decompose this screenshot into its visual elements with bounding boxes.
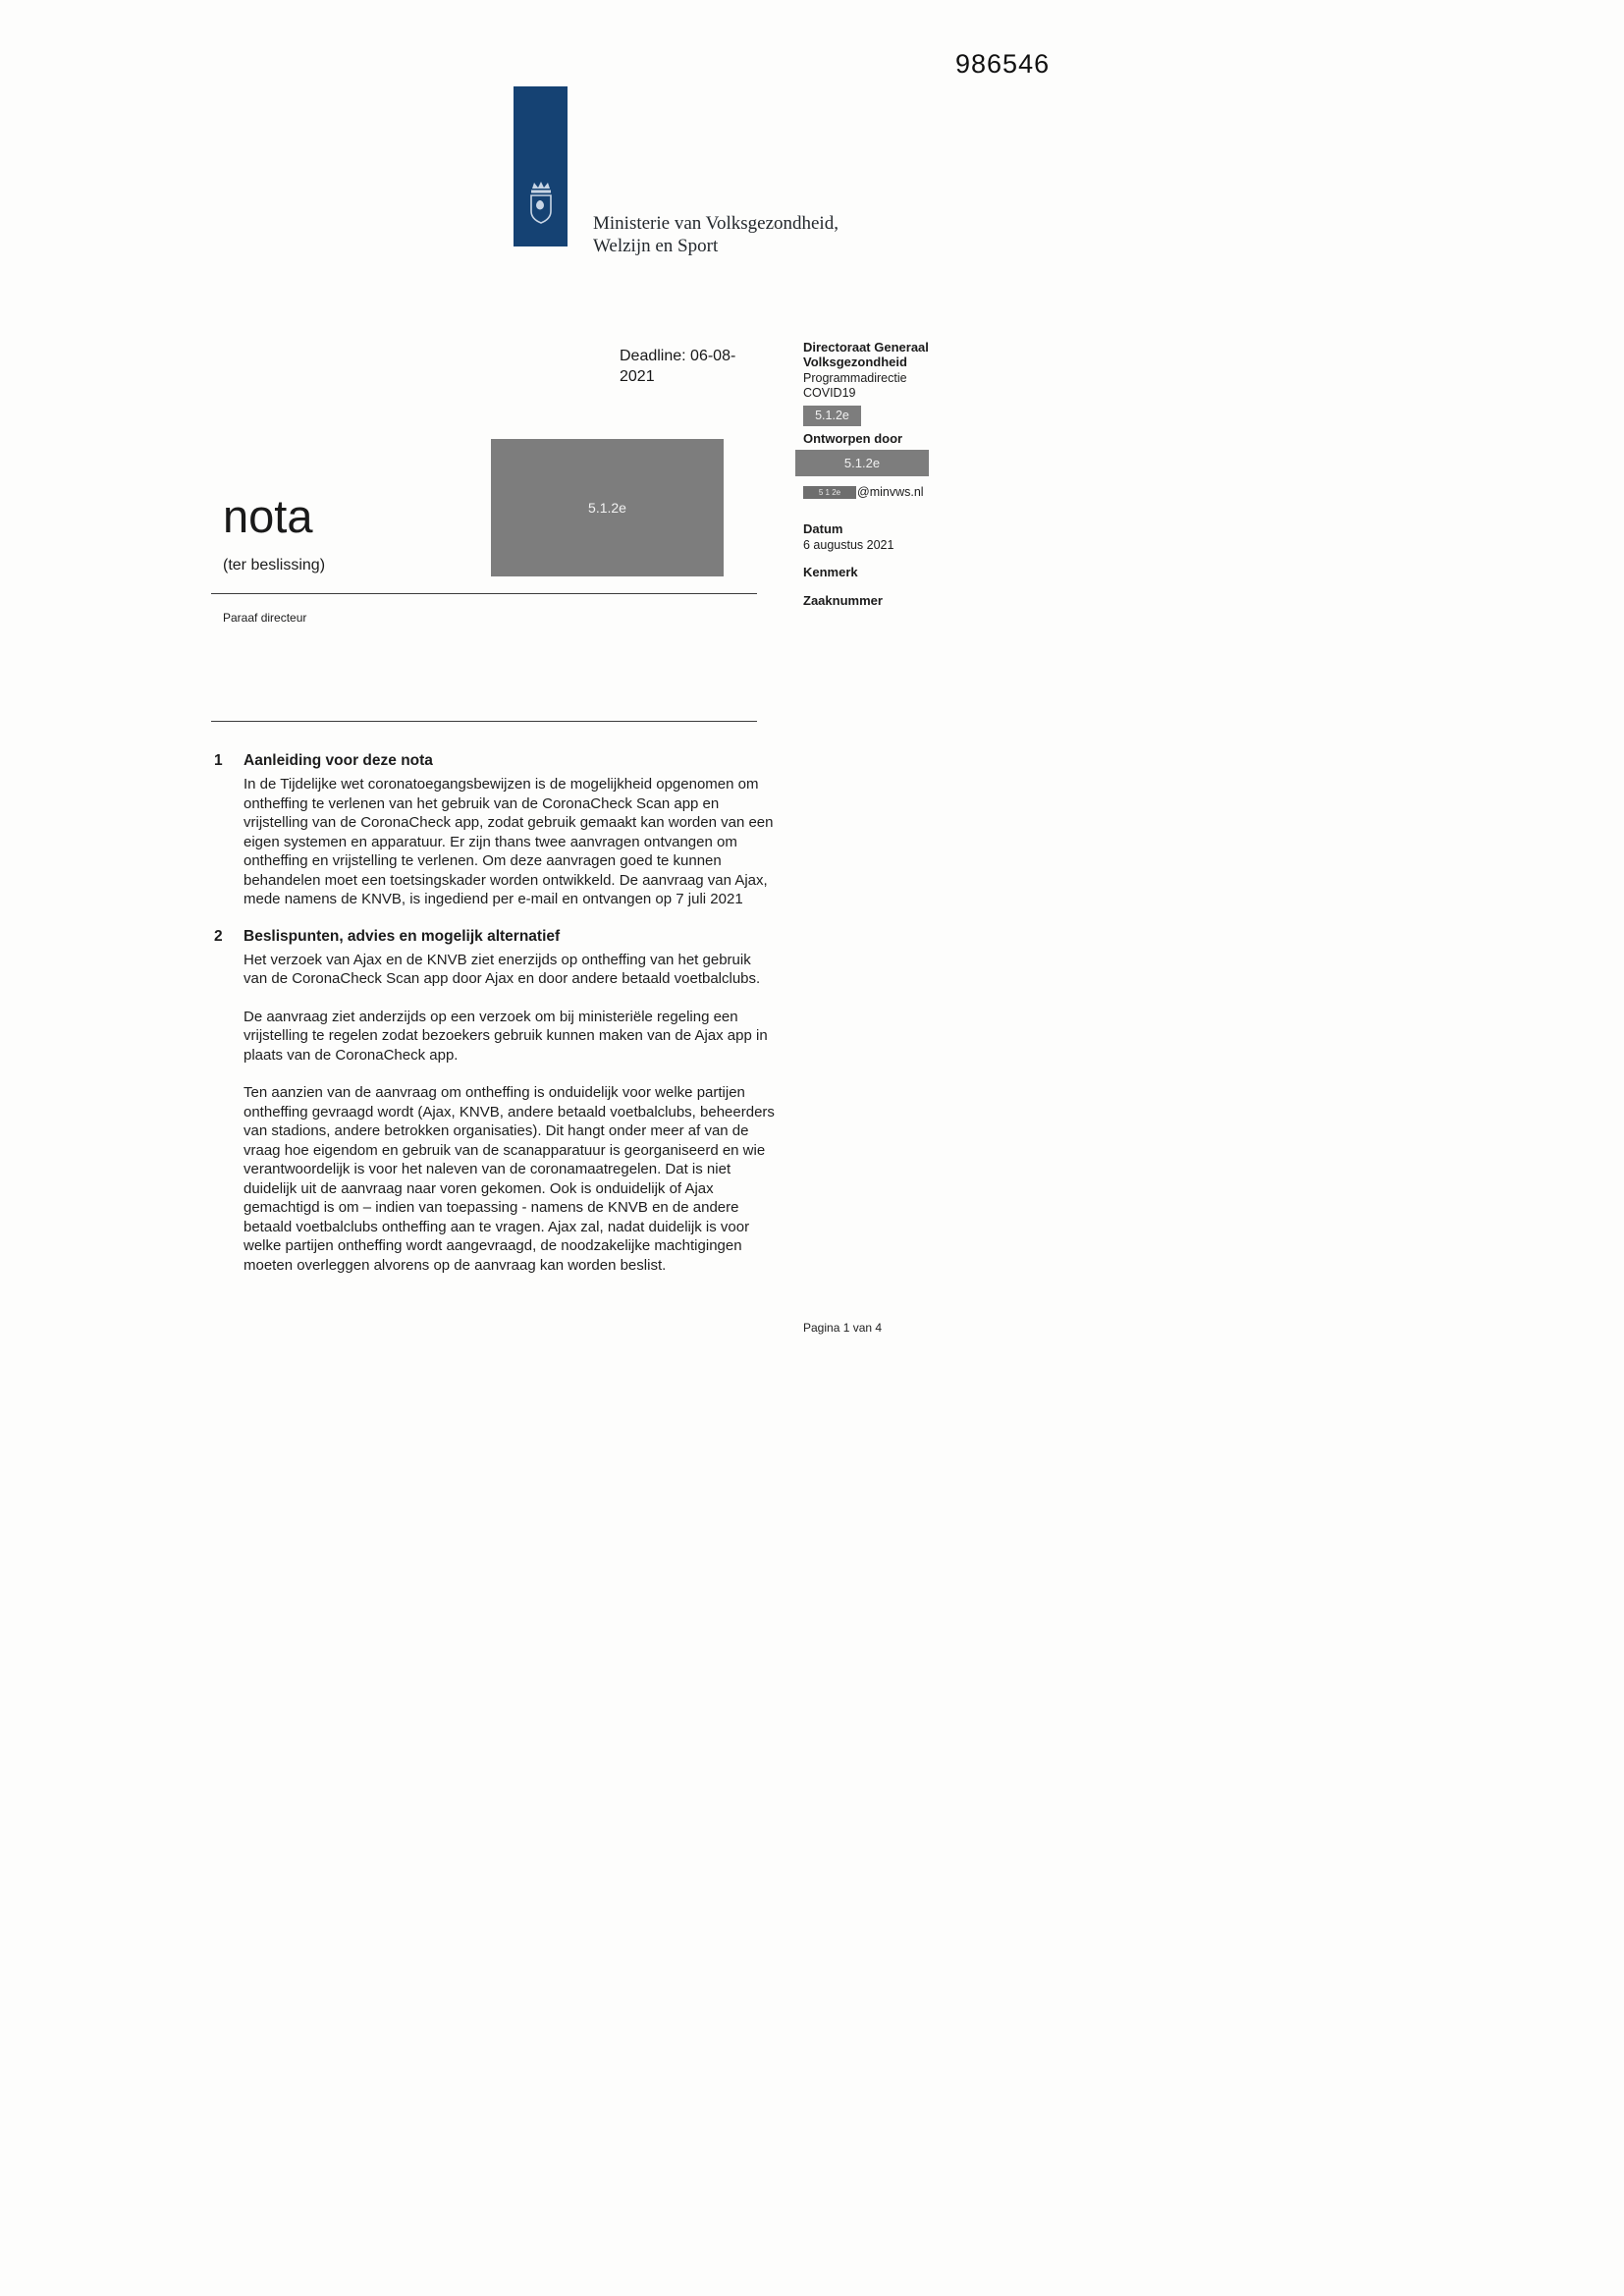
section-1: [214, 752, 788, 909]
section-1-paragraph: In de Tijdelijke wet coronatoegangsbewijzen is de mogelijkheid opgenomen om ontheffing te verlenen van het gebruik van de CoronaCheck Scan app en vrijstelling van de CoronaCheck app, zodat gebruik gemaakt kan worden van een eigen systemen en apparatuur. Er zijn thans twee aanvragen ontvangen om ontheffing en vrijstelling te verlenen. Om deze aanvragen goed te kunnen behandelen moet een toetsingskader worden ontwikkeld. De aanvraag van Ajax, mede namens de KNVB, is ingediend per e-mail en ontvangen op 7 juli 2021: [244, 776, 774, 907]
email-domain: @minvws.nl: [857, 485, 924, 499]
programme-name-line2: COVID19: [803, 385, 856, 400]
section-2-paragraph-3: Ten aanzien van de aanvraag om ontheffing is onduidelijk voor welke partijen ontheffing gevraagd wordt (Ajax, KNVB, andere betaald voetbalclubs, beheerders van stadions, andere betrokken organisaties). Dit hangt onder meer af van de vraag hoe eigendom en gebruik van de scanapparatuur is georganiseerd en wie verantwoordelijk is voor het naleven van de coronamaatregelen. Dat is niet duidelijk uit de aanvraag naar voren gekomen. Ook is onduidelijk of Ajax gemachtigd is om – indien van toepassing - namens de KNVB en de andere betaald voetbalclubs ontheffing aan te vragen. Ajax zal, nadat duidelijk is voor welke partijen ontheffing wordt aangevraagd, de noodzakelijke machtigingen moeten overleggen alvorens op de aanvraag kan worden beslist.: [244, 1084, 775, 1274]
section-2-paragraph-2: De aanvraag ziet anderzijds op een verzoek om bij ministeriële regeling een vrijstelling te regelen zodat bezoekers gebruik kunnen maken van de Ajax app in plaats van de CoronaCheck app.: [244, 1008, 768, 1064]
document-subtitle: (ter beslissing): [223, 557, 326, 574]
section-2-number: 2: [214, 927, 223, 945]
redaction-box-email: 5 1 2e: [803, 486, 856, 499]
section-2-heading-row: [214, 928, 788, 946]
section-2: [214, 928, 788, 1276]
redaction-box-small: 5.1.2e: [803, 406, 861, 426]
signature-rule-bottom: [211, 721, 757, 722]
ministry-name: [593, 212, 839, 257]
redaction-box-center: 5.1.2e: [491, 439, 724, 576]
kenmerk-label: Kenmerk: [803, 564, 858, 579]
section-1-body: [244, 775, 779, 909]
ministry-name-line2: Welzijn en Sport: [593, 236, 719, 256]
document-number: 986546: [955, 49, 1051, 79]
document-meta-column: [803, 340, 980, 608]
date-value: 6 augustus 2021: [803, 538, 894, 552]
deadline-line2: 2021: [620, 368, 655, 385]
ministry-name-line1: Ministerie van Volksgezondheid,: [593, 213, 839, 234]
section-2-body: [244, 951, 779, 1276]
document-body: [214, 752, 788, 1293]
rijksoverheid-logo-banner: [514, 86, 568, 246]
section-1-heading: Aanleiding voor deze nota: [244, 752, 433, 769]
signature-rule-top: [211, 593, 757, 594]
contact-email: [803, 485, 980, 500]
redaction-box-designer: 5.1.2e: [795, 450, 929, 476]
section-1-number: 1: [214, 752, 223, 769]
document-title: nota: [223, 490, 313, 542]
section-1-heading-row: [214, 752, 788, 770]
section-2-heading: Beslispunten, advies en mogelijk alternatief: [244, 927, 561, 945]
date-label: Datum: [803, 521, 843, 536]
deadline-note: [620, 346, 735, 387]
designed-by-label: Ontworpen door: [803, 431, 903, 446]
deadline-line1: Deadline: 06-08-: [620, 348, 736, 364]
paraaf-label: Paraaf directeur: [223, 611, 307, 625]
directorate-name-line1: Directoraat Generaal: [803, 340, 929, 355]
coat-of-arms-icon: [524, 181, 558, 231]
page-number: Pagina 1 van 4: [803, 1321, 883, 1335]
directorate-name-line2: Volksgezondheid: [803, 355, 907, 369]
section-2-paragraph-1: Het verzoek van Ajax en de KNVB ziet enerzijds op ontheffing van het gebruik van de CoronaCheck Scan app door Ajax en door andere betaald voetbalclubs.: [244, 951, 761, 987]
zaaknummer-label: Zaaknummer: [803, 592, 883, 608]
programme-name-line1: Programmadirectie: [803, 371, 907, 385]
